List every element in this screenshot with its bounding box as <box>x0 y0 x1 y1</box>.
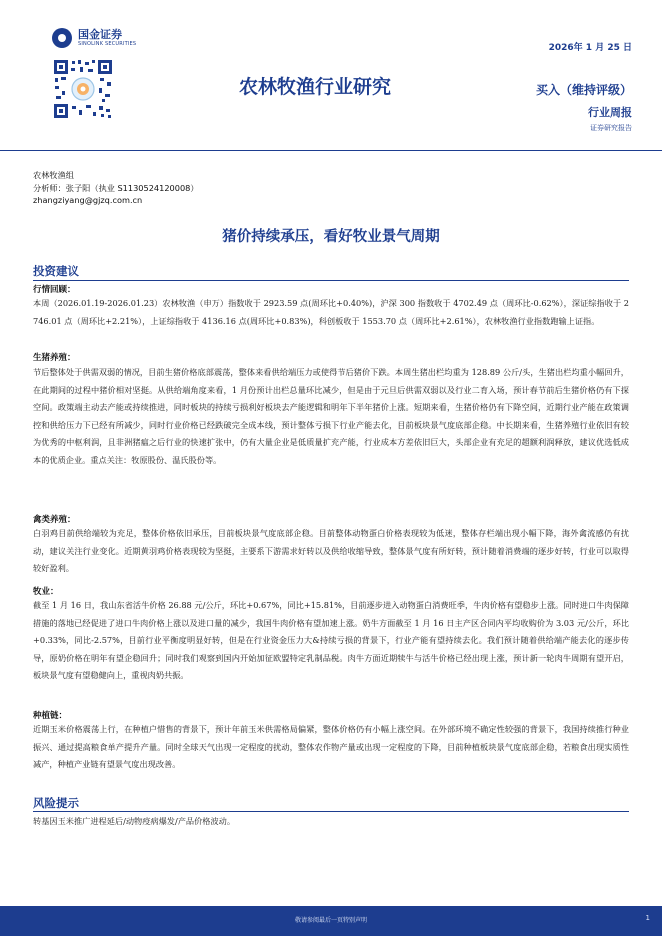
section-title-invest: 投资建议 <box>33 264 79 278</box>
footer-disclaimer[interactable]: 敬请参阅最后一页特别声明 <box>294 917 367 924</box>
section-divider <box>33 811 629 812</box>
logo-name-cn: 国金证券 <box>78 28 122 41</box>
subsection-title-livestock: 牧业： <box>33 587 59 597</box>
subsection-title-planting: 种植链： <box>33 711 68 721</box>
report-headline: 猪价持续承压，看好牧业景气周期 <box>222 229 440 245</box>
logo-icon <box>52 28 72 48</box>
page-number: 1 <box>645 914 650 922</box>
paragraph-livestock: 截至 1 月 16 日，我山东省活牛价格 26.88 元/公斤，环比+0.67%，同比+15.81%，目前逐步进入动物蛋白消费旺季，牛肉价格有望稳步上涨。同时进口牛肉保障措施的落地已经促进了进口牛肉价格上涨以及进口量的减少，我国牛肉价格有望加速上涨。奶牛方面截至 1 月 16 日主产区合同内平均收购价为 3.03 元/公斤，环比+0.33%，同比-2.57%，目前行业平衡度明显好转，但是在行业资金压力大&持续亏损的背景下，行业产能有望持续去化。我们预计随着供给端产能去化的逐步传导，原奶价格在明年有望企稳回升；同时我们观察到国内开始加征欧盟特定乳制品税。肉牛方面近期犊牛与活牛价格已经出现上涨，预计新一轮肉牛周期有望开启，板块景气度有望稳健向上，重视肉奶共振。 <box>33 600 629 681</box>
paragraph-risk: 转基因玉米推广进程延后/动物疫病爆发/产品价格波动。 <box>33 816 236 826</box>
analyst-name: 分析师：张子阳（执业 S1130524120008） <box>33 182 199 193</box>
paragraph-review: 本周（2026.01.19-2026.01.23）农林牧渔（申万）指数收于 2923.59 点(周环比+0.40%)，沪深 300 指数收于 4702.49 点（周环比-0.62%），深证综指收于 2746.01 点（周环比+2.21%），上证综指收于 4136.16 点(周环比+0.83%)，科创板收于 1553.70 点（周环比+2.61%），农林牧渔行业指数跑输上证指。 <box>33 298 629 326</box>
analyst-info <box>33 169 199 207</box>
analyst-email[interactable]: zhangziyang@gjzq.com.cn <box>33 195 143 205</box>
subsection-title-pig: 生猪养殖： <box>33 353 76 363</box>
header-divider <box>0 150 662 151</box>
report-subtype: 证券研究报告 <box>590 124 632 132</box>
subsection-title-review: 行情回顾： <box>33 285 76 295</box>
paragraph-pig: 节后整体处于供需双弱的情况，目前生猪价格底部震荡，整体来看供给端压力或使得节后猪价下跌。本周生猪出栏均重为 128.89 公斤/头，生猪出栏均重小幅回升，在此期间的过程中猪价相对坚挺。从供给端角度来看，1 月份预计出栏总量环比减少，但是由于元旦后供需双弱以及行业二育入场，预计春节前后生猪价格仍有下探空间。政策端主动去产能或持续推进，同时板块的持续亏损利好板块去产能逻辑和明年下半年猪价上涨。短期来看，生猪价格仍有下降空间，近期行业产能在政策调控和供给压力下已经有所减少，同时行业价格已经跌破完全成本线，预计整体亏损下行业产能去化，目前板块景气度底部企稳。中长期来看，生猪养殖行业依旧有较为优秀的中枢利润，且非洲猪瘟之后行业的快速扩张中，仍有大量企业是低质量扩充产能，行业成本方差依旧巨大，头部企业有充足的超额利润释放，建议优选低成本的优质企业。重点关注：牧原股份、温氏股份等。 <box>33 367 629 465</box>
qr-code-icon <box>52 58 114 120</box>
brand-logo <box>52 28 136 48</box>
logo-name-en: SINOLINK SECURITIES <box>78 41 137 47</box>
section-title-risk: 风险提示 <box>33 796 79 810</box>
rating-label: 买入（维持评级） <box>535 83 632 97</box>
report-date: 2026年 1 月 25 日 <box>548 43 632 53</box>
subsection-title-poultry: 禽类养殖： <box>33 515 76 525</box>
report-type: 行业周报 <box>588 106 632 119</box>
analyst-group: 农林牧渔组 <box>33 170 74 180</box>
report-title: 农林牧渔行业研究 <box>239 76 392 98</box>
logo-text <box>78 29 136 47</box>
section-divider <box>33 280 629 281</box>
paragraph-poultry: 白羽鸡目前供给端较为充足，整体价格依旧承压，目前板块景气度底部企稳。目前整体动物蛋白价格表现较为低迷，整体存栏端出现小幅下降，海外禽流感仍有扰动，建议关注行业变化。近期黄羽鸡价格表现较为坚挺，主要系下游需求好转以及供给收缩导致，整体景气度有所好转，预计随着消费端的逐步好转，行业可以取得较好盈利。 <box>33 528 629 574</box>
paragraph-planting: 近期玉米价格震荡上行，在种植户惜售的背景下，预计年前玉米供需格局偏紧，整体价格仍有小幅上涨空间。在外部环境不确定性较强的背景下，我国持续推行种业振兴、通过提高粮食单产提升产量。同时全球天气出现一定程度的扰动，整体农作物产量或出现一定程度的下降，目前种植板块景气度底部企稳，若粮食出现实质性减产，种植产业链有望景气度出现改善。 <box>33 724 629 770</box>
